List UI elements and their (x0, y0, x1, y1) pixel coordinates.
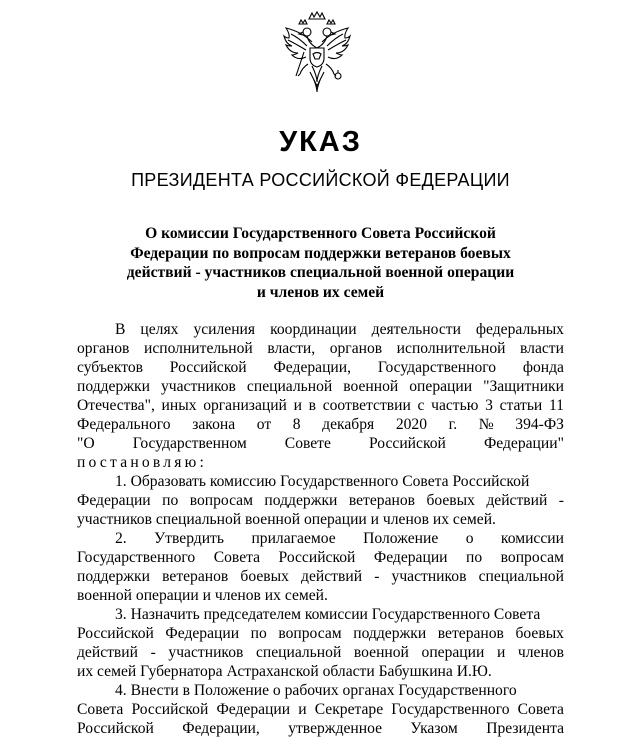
body-line: действий - участников специальной военной операции и членов (77, 644, 564, 661)
decree-heading: УКАЗ (279, 126, 362, 158)
body-line: Российской Федерации, утвержденное Указом Президента (77, 720, 564, 737)
body-line: участников специальной военной операции и членов их семей. (77, 511, 496, 528)
decree-issuer: ПРЕЗИДЕНТА РОССИЙСКОЙ ФЕДЕРАЦИИ (131, 170, 510, 190)
body-line: постановляю: (77, 454, 208, 471)
body-line: 3. Назначить председателем комиссии Государственного Совета (115, 606, 541, 623)
body-line: поддержки ветеранов боевых действий - участников специальной (77, 568, 564, 585)
body-line: Российской Федерации по вопросам поддержки ветеранов боевых (77, 625, 564, 642)
decree-title (96, 224, 545, 302)
body-line: органов исполнительной власти, органов исполнительной власти (77, 340, 564, 357)
decree-title-line: Федерации по вопросам поддержки ветеранов боевых (130, 244, 511, 262)
body-line: Государственного Совета Российской Федерации по вопросам (77, 549, 564, 566)
body-line: субъектов Российской Федерации, Государственного фонда (77, 359, 564, 376)
body-line: военной операции и членов их семей. (77, 587, 328, 604)
body-line: 2. Утвердить прилагаемое Положение о комиссии (115, 530, 564, 547)
body-line: Федерального закона от 8 декабря 2020 г. № 394-ФЗ (77, 416, 564, 433)
body-line: Отечества", иных организаций и в соответствии с частью 3 статьи 11 (77, 397, 564, 414)
body-line: поддержки участников специальной военной операции "Защитники (77, 378, 564, 395)
body-line: 1. Образовать комиссию Государственного Совета Российской (115, 473, 530, 490)
russian-coat-of-arms-icon (282, 10, 352, 102)
body-line: "О Государственном Совете Российской Федерации" (77, 435, 564, 452)
body-line: их семей Губернатора Астраханской области Бабушкина И.Ю. (77, 663, 492, 680)
decree-title-line: действий - участников специальной военной операции (126, 264, 515, 281)
body-line: Федерации по вопросам поддержки ветеранов боевых действий - (77, 492, 564, 509)
body-line: В целях усиления координации деятельности федеральных (115, 321, 564, 338)
body-line: Совета Российской Федерации и Секретаре Государственного Совета (77, 701, 564, 718)
decree-title-line: О комиссии Государственного Совета Российской (145, 225, 496, 242)
decree-title-line: и членов их семей (256, 283, 385, 301)
body-line: 4. Внести в Положение о рабочих органах Государственного (115, 682, 517, 699)
